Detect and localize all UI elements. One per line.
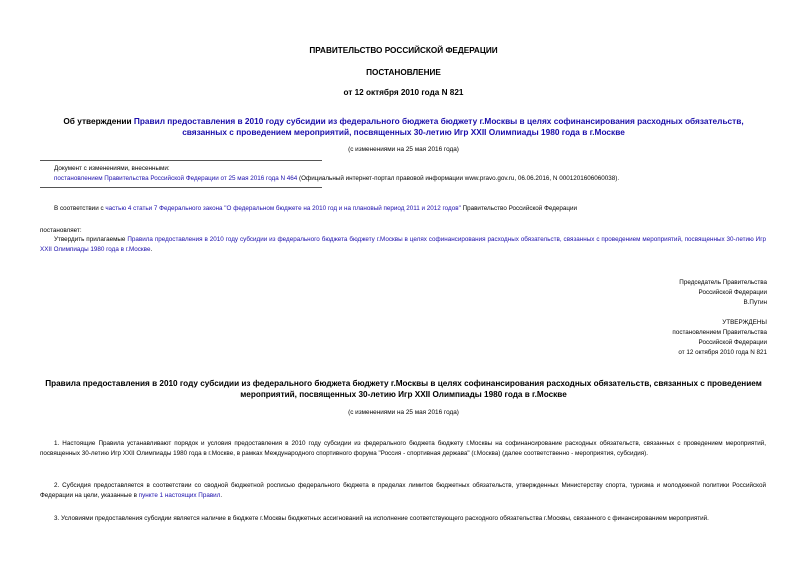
changes-label: Документ с изменениями, внесенными: bbox=[54, 165, 170, 172]
approved-block bbox=[672, 318, 767, 358]
approve-paragraph bbox=[40, 235, 766, 254]
divider-top bbox=[40, 160, 322, 161]
paragraph-2-prefix: 2. Субсидия предоставляется в соответствии со сводной бюджетной росписью федерального бюджета в пределах лимитов бюджетных обязательств, утвержденных Министерству спорта, туризма и молодежной политики Российской Федерации на цели, указанные в bbox=[40, 482, 766, 499]
document-title bbox=[50, 116, 757, 138]
approved-line-2: постановлением Правительства bbox=[672, 329, 767, 336]
document-type-heading: ПОСТАНОВЛЕНИЕ bbox=[366, 68, 441, 77]
paragraph-3: 3. Условиями предоставления субсидии является наличие в бюджете г.Москвы бюджетных ассигнований на исполнение соответствующего расходного обязательства г.Москвы, связанного с финансированием мероприятий. bbox=[54, 515, 709, 522]
changes-suffix: (Официальный интернет-портал правовой информации www.pravo.gov.ru, 06.06.2016, N 0001201606060038). bbox=[297, 175, 620, 182]
resolves-text: постановляет: bbox=[40, 227, 82, 234]
signature-block bbox=[679, 278, 767, 308]
signature-line-2: Российской Федерации bbox=[698, 289, 767, 296]
amendment-note: (с изменениями на 25 мая 2016 года) bbox=[348, 146, 459, 153]
point-1-link[interactable]: пункте 1 настоящих Правил bbox=[138, 491, 221, 499]
rules-title: Правила предоставления в 2010 году субсидии из федерального бюджета бюджету г.Москвы в целях софинансирования расходных обязательств, связанных с проведением мероприятий, посвященных 30-летию Игр XXII Олимпиады 1980 года в г.Москве bbox=[45, 379, 762, 399]
preamble-prefix: В соответствии с bbox=[54, 205, 106, 212]
divider-bottom bbox=[40, 187, 322, 188]
title-prefix: Об утверждении bbox=[63, 116, 134, 126]
paragraph-2 bbox=[40, 481, 766, 500]
rules-amendment-note: (с изменениями на 25 мая 2016 года) bbox=[348, 409, 459, 416]
approve-suffix: . bbox=[150, 245, 153, 253]
paragraph-1: 1. Настоящие Правила устанавливают порядок и условия предоставления в 2010 году субсидии из федерального бюджета бюджету г.Москвы на софинансирование расходных обязательств, связанных с проведением мероприятий, посвященных 30-летию Игр XXII Олимпиады 1980 года в г.Москве, в рамках Международного спортивного форума "Россия - спортивная держава" (г.Москва) (далее соответственно - мероприятия, субсидия). bbox=[40, 440, 766, 457]
title-rules-link[interactable]: Правил предоставления в 2010 году субсидии из федерального бюджета бюджету г.Москвы в целях софинансирования расходных обязательств, связанных с проведением мероприятий, посвященных 30-летию Игр XXII Олимпиады 1980 года в г.Москве bbox=[133, 116, 744, 137]
signature-line-3: В.Путин bbox=[743, 299, 767, 306]
preamble-suffix: Правительство Российской Федерации bbox=[460, 205, 578, 212]
paragraph-2-suffix: . bbox=[220, 491, 223, 499]
federal-law-link[interactable]: частью 4 статьи 7 Федерального закона "О федеральном бюджете на 2010 год и на плановый период 2011 и 2012 годов" bbox=[105, 205, 461, 212]
date-number-heading: от 12 октября 2010 года N 821 bbox=[343, 88, 464, 97]
changes-line bbox=[54, 174, 774, 183]
approved-line-3: Российской Федерации bbox=[698, 339, 767, 346]
preamble bbox=[54, 204, 774, 213]
signature-line-1: Председатель Правительства bbox=[679, 279, 767, 286]
amending-decree-link[interactable]: постановлением Правительства Российской Федерации от 25 мая 2016 года N 464 bbox=[54, 175, 298, 182]
approved-line-4: от 12 октября 2010 года N 821 bbox=[678, 349, 767, 356]
government-heading: ПРАВИТЕЛЬСТВО РОССИЙСКОЙ ФЕДЕРАЦИИ bbox=[309, 46, 498, 55]
approved-line-1: УТВЕРЖДЕНЫ bbox=[722, 319, 767, 326]
approved-rules-link[interactable]: Правила предоставления в 2010 году субсидии из федерального бюджета бюджету г.Москвы в целях софинансирования расходных обязательств, связанных с проведением мероприятий, посвященных 30-летию Игр XXII Олимпиады 1980 года в г.Москве bbox=[40, 236, 766, 253]
approve-prefix: Утвердить прилагаемые bbox=[54, 236, 128, 243]
